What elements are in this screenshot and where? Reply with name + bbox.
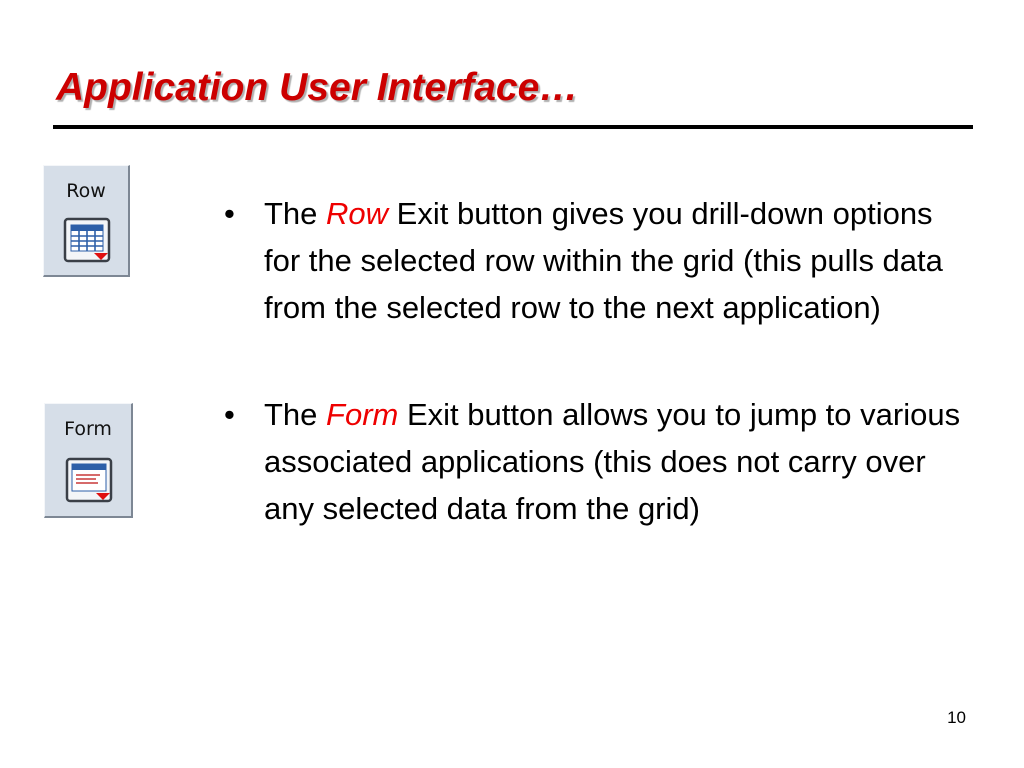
bullet-text: Exit button allows you to jump to various associated applications (this does not carry over any selected data from the grid) bbox=[264, 397, 961, 526]
bullet-keyword: Form bbox=[326, 397, 399, 432]
bullet-list bbox=[222, 190, 972, 532]
form-exit-button[interactable] bbox=[44, 403, 133, 518]
bullet-prefix: The bbox=[264, 196, 327, 231]
grid-table-icon bbox=[63, 216, 111, 264]
bullet-text: Exit button gives you drill-down options for the selected row within the grid (this pulls data from the selected row to the next application) bbox=[264, 196, 943, 325]
bullet-form-exit bbox=[222, 391, 972, 532]
bullet-marker: • bbox=[224, 397, 235, 432]
form-button-label: Form bbox=[64, 418, 112, 440]
bullet-row-exit bbox=[222, 190, 972, 331]
row-exit-button[interactable] bbox=[43, 165, 130, 277]
bullet-keyword: Row bbox=[326, 196, 389, 231]
slide-title: Application User Interface… bbox=[56, 66, 579, 109]
bullet-marker: • bbox=[224, 196, 235, 231]
page-number: 10 bbox=[947, 708, 966, 727]
bullet-prefix: The bbox=[264, 397, 327, 432]
row-button-label: Row bbox=[66, 180, 106, 202]
form-window-icon bbox=[65, 456, 113, 504]
title-underline bbox=[53, 125, 973, 129]
